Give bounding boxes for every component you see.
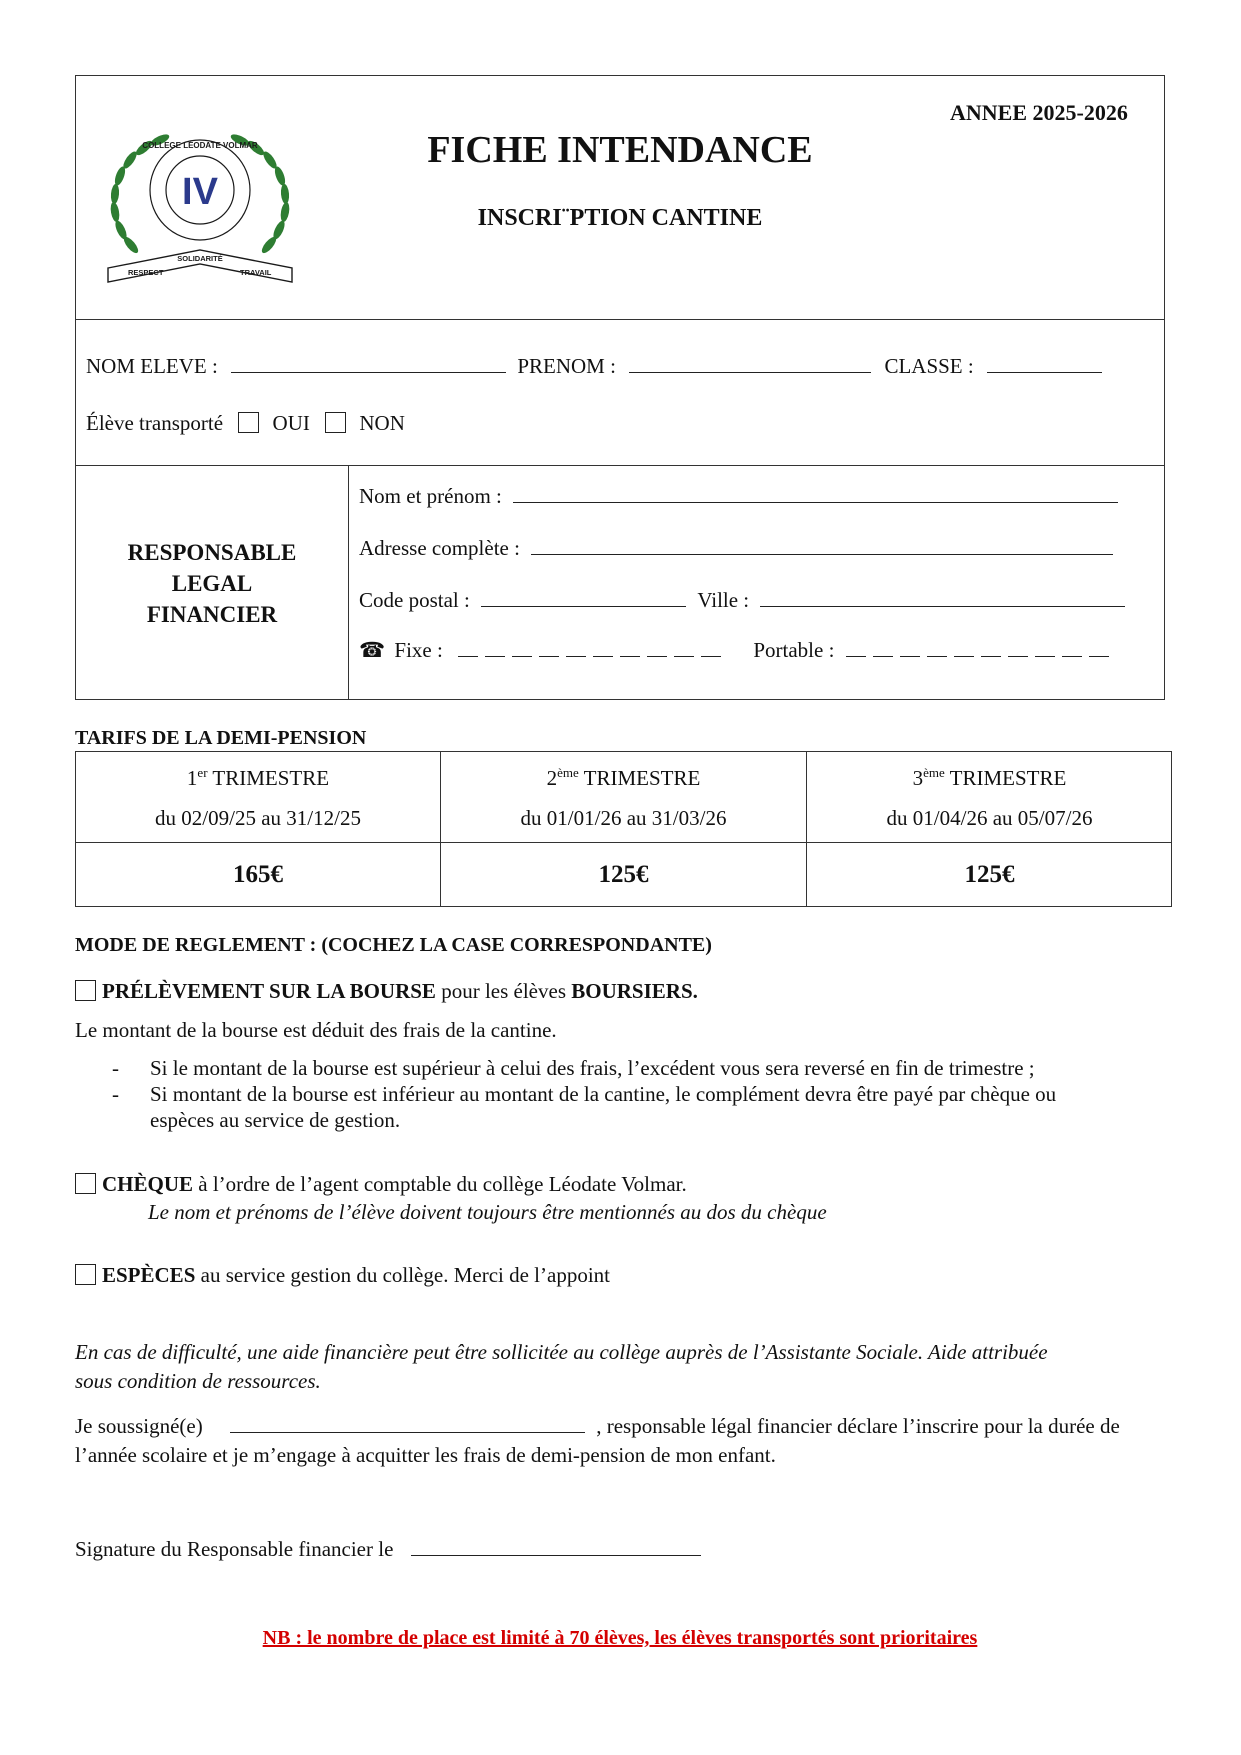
cheque-rest: à l’ordre de l’agent comptable du collège Léodate Volmar. xyxy=(193,1172,687,1196)
reglement-heading: MODE DE REGLEMENT : (COCHEZ LA CASE CORRESPONDANTE) xyxy=(75,934,712,956)
tarifs-heading: TARIFS DE LA DEMI-PENSION xyxy=(75,727,367,749)
especes-checkbox[interactable] xyxy=(75,1264,96,1285)
logo-emblem: IV xyxy=(182,171,218,213)
bourse-middle: pour les élèves xyxy=(435,979,572,1003)
nom-eleve-field[interactable] xyxy=(231,355,506,373)
prenom-label: PRENOM : xyxy=(517,354,616,378)
bourse-desc: Le montant de la bourse est déduit des frais de la cantine. xyxy=(75,1018,557,1042)
code-postal-field[interactable] xyxy=(481,589,686,607)
page-title: FICHE INTENDANCE xyxy=(427,129,813,171)
nom-prenom-row xyxy=(359,484,1118,509)
classe-field[interactable] xyxy=(987,355,1102,373)
especes-title: ESPÈCES xyxy=(102,1263,196,1287)
responsable-title-line3: FINANCIER xyxy=(146,602,278,627)
engagement-line-1 xyxy=(75,1414,1120,1439)
nom-prenom-label: Nom et prénom : xyxy=(359,484,502,508)
trimestre-1-period: du 02/09/25 au 31/12/25 xyxy=(155,806,361,830)
ville-field[interactable] xyxy=(760,589,1125,607)
bourse-bullet-2-cont: espèces au service de gestion. xyxy=(150,1108,401,1132)
page-subtitle: INSCRI¨PTION CANTINE xyxy=(477,205,763,231)
classe-label: CLASSE : xyxy=(884,354,974,378)
trimestre-3-header: 3ème TRIMESTRE xyxy=(912,765,1067,790)
nom-eleve-label: NOM ELEVE : xyxy=(86,354,218,378)
signature-date-field[interactable] xyxy=(411,1538,701,1556)
transporte-label: Élève transporté xyxy=(86,411,224,435)
signature-row xyxy=(75,1537,701,1562)
aide-line-2: sous condition de ressources. xyxy=(75,1369,321,1393)
bourse-title: PRÉLÈVEMENT SUR LA BOURSE xyxy=(102,979,436,1003)
trimestre-2-period: du 01/01/26 au 31/03/26 xyxy=(520,806,727,830)
adresse-field[interactable] xyxy=(531,537,1113,555)
bourse-title2: BOURSIERS. xyxy=(571,979,698,1003)
school-year: ANNEE 2025-2026 xyxy=(950,100,1128,125)
ville-label: Ville : xyxy=(697,588,750,612)
student-box xyxy=(75,319,1165,466)
responsable-title xyxy=(76,537,348,630)
logo-motto-solidarite: SOLIDARITÉ xyxy=(177,254,223,263)
cheque-option xyxy=(75,1172,687,1197)
trimestre-3-period: du 01/04/26 au 05/07/26 xyxy=(886,806,1093,830)
phone-row xyxy=(359,638,1116,663)
cheque-note: Le nom et prénoms de l’élève doivent toujours être mentionnés au dos du chèque xyxy=(148,1200,827,1224)
logo-motto-travail: TRAVAIL xyxy=(240,268,272,277)
engagement-start: Je soussigné(e) xyxy=(75,1414,203,1438)
adresse-row xyxy=(359,536,1113,561)
trimestre-1-header: 1er TRIMESTRE xyxy=(186,765,330,790)
signature-label: Signature du Responsable financier le xyxy=(75,1537,394,1561)
especes-rest: au service gestion du collège. Merci de l’appoint xyxy=(195,1263,610,1287)
engagement-end: , responsable légal financier déclare l’inscrire pour la durée de xyxy=(596,1414,1120,1438)
trimestre-2-header: 2ème TRIMESTRE xyxy=(546,765,701,790)
trimestre-1-price: 165€ xyxy=(233,861,283,888)
soussigne-field[interactable] xyxy=(230,1415,585,1433)
logo-school-name: COLLEGE LÉODATE VOLMAR xyxy=(142,141,258,150)
bourse-bullet-1: - Si le montant de la bourse est supérieur à celui des frais, l’excédent vous sera reversé en fin de trimestre ; xyxy=(112,1056,1035,1080)
code-postal-label: Code postal : xyxy=(359,588,470,612)
trimestre-3-price: 125€ xyxy=(964,861,1015,888)
portable-label: Portable : xyxy=(753,638,835,662)
code-postal-row xyxy=(359,588,1125,613)
aide-line-1: En cas de difficulté, une aide financière peut être sollicitée au collège auprès de l’Assistante Sociale. Aide attribuée xyxy=(75,1340,1048,1364)
logo-motto-respect: RESPECT xyxy=(128,268,164,277)
transporte-row xyxy=(86,411,405,436)
especes-option xyxy=(75,1263,610,1288)
trimestre-2-price: 125€ xyxy=(598,861,649,888)
responsable-title-line1: RESPONSABLE xyxy=(127,540,297,565)
non-checkbox[interactable] xyxy=(325,412,346,433)
school-logo xyxy=(100,118,300,300)
nb-notice: NB : le nombre de place est limité à 70 élèves, les élèves transportés sont prioritaires xyxy=(262,1627,978,1649)
portable-field[interactable] xyxy=(846,638,1116,662)
oui-label: OUI xyxy=(272,411,310,435)
cheque-title: CHÈQUE xyxy=(102,1172,194,1196)
responsable-divider xyxy=(348,465,349,700)
cheque-checkbox[interactable] xyxy=(75,1173,96,1194)
adresse-label: Adresse complète : xyxy=(359,536,520,560)
bourse-option xyxy=(75,979,698,1004)
oui-checkbox[interactable] xyxy=(238,412,259,433)
fixe-field[interactable] xyxy=(458,638,728,662)
bourse-checkbox[interactable] xyxy=(75,980,96,1001)
tarifs-row-divider xyxy=(75,842,1172,843)
bourse-bullet-2: - Si montant de la bourse est inférieur au montant de la cantine, le complément devra être payé par chèque ou xyxy=(112,1082,1057,1106)
student-name-row xyxy=(86,354,1102,379)
fixe-label: Fixe : xyxy=(394,638,443,662)
nom-prenom-field[interactable] xyxy=(513,485,1118,503)
responsable-title-line2: LEGAL xyxy=(171,571,253,596)
non-label: NON xyxy=(359,411,405,435)
phone-icon: ☎ xyxy=(359,638,386,662)
engagement-line-2: l’année scolaire et je m’engage à acquitter les frais de demi-pension de mon enfant. xyxy=(75,1443,776,1467)
prenom-field[interactable] xyxy=(629,355,871,373)
